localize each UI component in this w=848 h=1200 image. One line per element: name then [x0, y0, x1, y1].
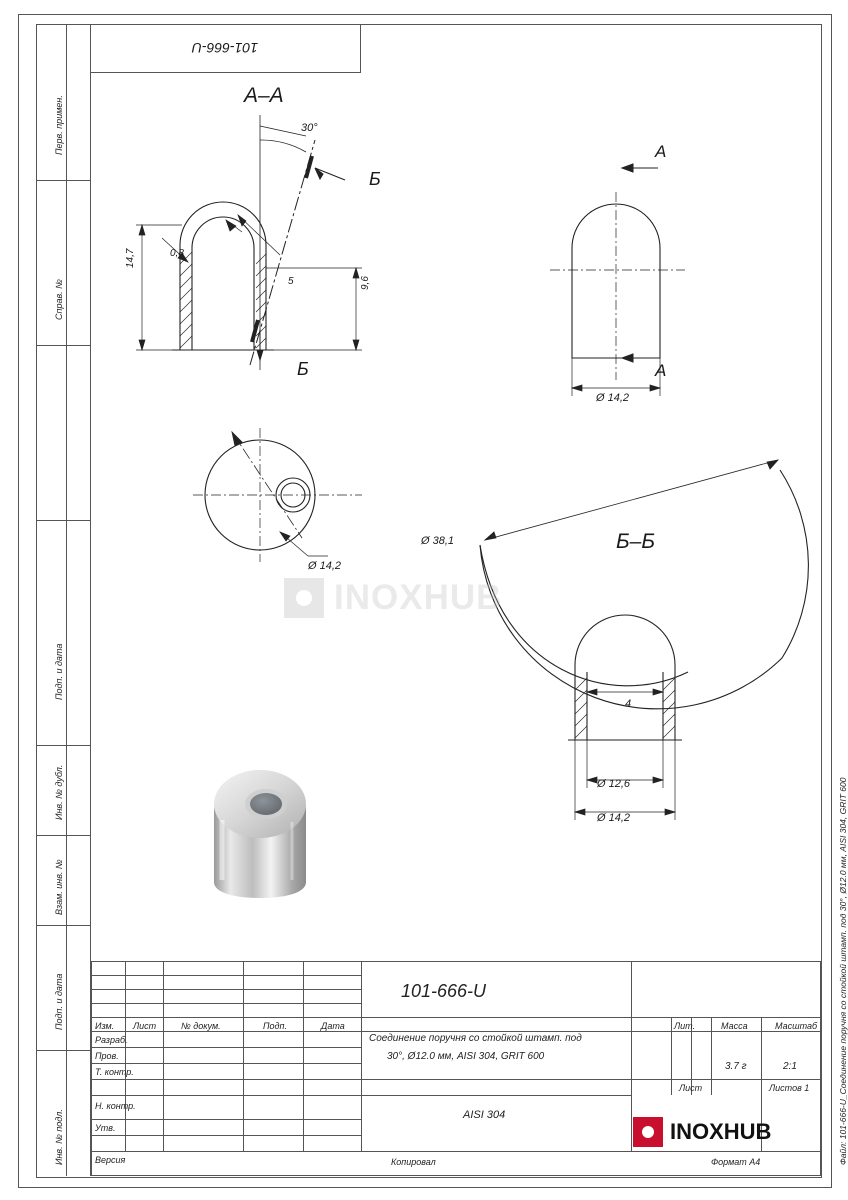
lbl-kopiroval: Копировал — [391, 1157, 436, 1167]
dim-dia-142-circle: Ø 14,2 — [308, 560, 342, 572]
margin-label-podp-data-1: Подп. и дата — [54, 643, 64, 700]
col-podp: Подп. — [263, 1021, 287, 1031]
val-masshtab: 2:1 — [783, 1061, 797, 1072]
section-aa-label: A–A — [244, 84, 284, 107]
col-doc-no: № докум. — [181, 1021, 221, 1031]
dim-height-96: 9,6 — [360, 276, 371, 290]
left-margin-divider — [36, 925, 90, 926]
title-description-line2: 30°, Ø12.0 мм, AISI 304, GRIT 600 — [387, 1051, 545, 1062]
row-utv: Утв. — [95, 1123, 116, 1133]
left-margin-divider — [36, 180, 90, 181]
hdr-massa: Масса — [721, 1021, 748, 1031]
dim-dia-381: Ø 38,1 — [421, 535, 455, 547]
margin-label-perv-primen: Перв. примен. — [54, 95, 64, 155]
row-prov: Пров. — [95, 1051, 119, 1061]
company-logo — [627, 1111, 823, 1153]
dim-len-5: 5 — [288, 276, 294, 287]
top-part-number: 101-666-U — [191, 40, 259, 56]
hdr-list: Лист — [679, 1083, 703, 1093]
arrow-a-top-label: A — [655, 142, 667, 161]
section-aa-view — [110, 80, 430, 410]
arrow-b-top-label: Б — [369, 169, 381, 189]
title-part-code: 101-666-U — [401, 981, 487, 1001]
left-margin-divider — [36, 745, 90, 746]
hdr-masshtab: Масштаб — [775, 1021, 818, 1031]
hdr-listov: Листов 1 — [769, 1083, 810, 1093]
margin-label-inv-podl: Инв. № подл. — [54, 1109, 64, 1165]
margin-label-podp-data-2: Подп. и дата — [54, 973, 64, 1030]
dim-dia-126: Ø 12,6 — [597, 778, 631, 790]
margin-label-sprav: Справ. № — [54, 279, 64, 320]
top-part-number-box — [90, 24, 361, 73]
row-versiya: Версия — [95, 1155, 126, 1165]
margin-label-inv-dubl: Инв. № дубл. — [54, 764, 64, 820]
section-bb-label: Б–Б — [616, 530, 656, 553]
arrow-b-bottom-label: Б — [297, 359, 309, 379]
left-margin-col-2 — [66, 24, 91, 1176]
lbl-format: Формат А4 — [711, 1157, 761, 1167]
watermark-text: INOXHUB — [334, 578, 503, 617]
part-3d-render — [196, 760, 326, 900]
hdr-lit: Лит. — [674, 1021, 696, 1031]
col-list: Лист — [133, 1021, 157, 1031]
dim-angle-30: 30° — [301, 122, 318, 134]
company-logo-text: INOXHUB — [670, 1119, 772, 1144]
row-n-kontr: Н. контр. — [95, 1101, 136, 1111]
col-data: Дата — [321, 1021, 345, 1031]
left-margin-divider — [36, 345, 90, 346]
left-margin-divider — [36, 520, 90, 521]
dim-dia-142-front: Ø 14,2 — [596, 392, 630, 404]
inoxhub-logo-icon — [633, 1117, 663, 1147]
watermark — [284, 578, 502, 618]
title-material: AISI 304 — [463, 1109, 506, 1121]
col-izm: Изм. — [95, 1021, 115, 1031]
dim-len-4: 4 — [625, 698, 632, 710]
dim-wall-08: 0,8 — [170, 248, 184, 259]
row-razrab: Разраб. — [95, 1035, 128, 1045]
file-note: Файл: 101-666-U_Соединение поручня со стойкой штамп. под 30°, Ø12.0 мм, AISI 304, GRIT 600 — [838, 777, 848, 1165]
left-margin-divider — [36, 1050, 90, 1051]
dim-height-147: 14,7 — [125, 248, 136, 268]
row-t-kontr: Т. контр. — [95, 1067, 134, 1077]
val-massa: 3.7 г — [725, 1061, 747, 1072]
margin-label-vzam-inv: Взам. инв. № — [54, 859, 64, 915]
section-bb-view — [430, 440, 820, 860]
watermark-logo-icon — [284, 578, 324, 618]
left-margin-divider — [36, 835, 90, 836]
dim-dia-142-bb: Ø 14,2 — [597, 812, 631, 824]
front-view — [540, 130, 800, 430]
title-description-line1: Соединение поручня со стойкой штамп. под — [369, 1033, 582, 1044]
arrow-a-bottom-label: A — [655, 361, 667, 380]
